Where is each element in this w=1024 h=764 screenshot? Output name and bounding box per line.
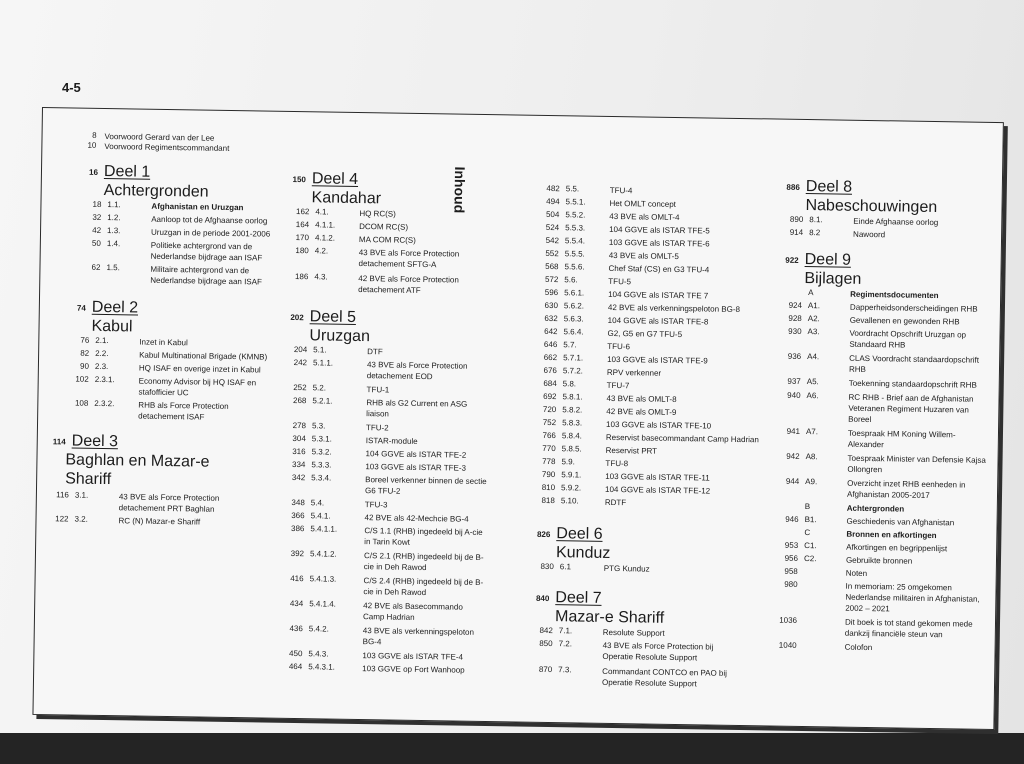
toc-entry: 842 7.1. Resolute Support [539,625,665,638]
toc-entry: 392 5.4.1.2. C/S 2.1 (RHB) ingedeeld bij de B-cie in Deh Rawod [290,548,484,573]
deel4-page: 150 [292,174,306,185]
toc-entry: 342 5.3.4. Boreel verkenner binnen de sectie G6 TFU-2 [291,472,487,496]
toc-entry: 494 5.5.1. Het OMLT concept [546,196,677,209]
toc-entry: 416 5.4.1.3. C/S 2.4 (RHB) ingedeeld bij de B-cie in Deh Rawod [290,573,484,598]
toc-entry: 242 5.1.1. 43 BVE als Force Protection detachement EOD [293,357,468,382]
toc-entry: 790 5.9.1. 103 GGVE als ISTAR TFE-11 [541,469,710,483]
deel3-page: 114 [52,437,66,447]
toc-entry: 830 6.1 PTG Kunduz [540,561,650,574]
toc-entry: B Achtergronden [804,502,905,514]
toc-entry: 980 In memoriam: 25 omgekomen Nederlandse militairen in Afghanistan, 2002 – 2021 [784,579,980,614]
toc-entry: 662 5.7.1. 103 GGVE als ISTAR TFE-9 [543,352,708,366]
toc-entry: 122 3.2. RC (N) Mazar-e Shariff [55,514,201,527]
toc-entry: 818 5.10. RDTF [541,495,627,508]
toc-entry: 940 A6. RC RHB - Brief aan de Afghanistan Veteranen Regiment Huzaren van Boreel [787,390,974,425]
deel3-subtitle: Baghlan en Mazar-e Shariff [65,451,210,489]
toc-entry: 1036 Dit boek is tot stand gekomen mede dankzij financiële steun van [779,615,973,640]
deel6-section [526,525,757,579]
deel5-header [280,308,490,329]
deel6-subtitle: Kunduz [555,544,611,562]
toc-entry: 692 5.8.1. 43 BVE als OMLT-8 [543,391,677,405]
deel8-title: Deel 8 [805,178,853,196]
deel1-section [72,162,271,288]
toc-entry: 944 A9. Overzicht inzet RHB eenheden in Afghanistan 2005-2017 [785,476,966,500]
toc-entry: 436 5.4.2. 43 BVE als verkenningspeloton BG-4 [289,623,475,647]
deel8-section [775,178,991,244]
deel4-section [280,170,492,297]
toc-entry: 958 Noten [784,566,868,579]
toc-entry: 186 4.3. 42 BVE als Force Protection detachement ATF [294,271,459,295]
deel6-title: Deel 6 [556,525,603,543]
deel9-header [775,251,990,272]
deel8-header [776,178,991,199]
toc-entry: 914 8.2 Nawoord [789,227,886,240]
toc-entry: 450 5.4.3. 103 GGVE als ISTAR TFE-4 [289,648,464,662]
toc-entry: 646 5.7. TFU-6 [543,339,631,352]
toc-entry: 482 5.5. TFU-4 [546,183,633,196]
deel2-title: Deel 2 [91,298,139,317]
deel6-page: 826 [536,529,551,540]
deel2-header [62,298,250,319]
toc-entry: 956 C2. Gebruikte bronnen [784,553,913,566]
deel3-header [42,432,248,453]
inhoud-label: Inhoud [451,166,469,214]
toc-entry: 778 5.9. TFU-8 [542,456,629,469]
toc-entry: 304 5.3.1. ISTAR-module [292,433,418,446]
toc-entry: 32 1.2. Aanloop tot de Afghaanse oorlog [92,212,268,226]
toc-entry: 18 1.1. Afghanistan en Uruzgan [92,199,244,213]
deel1-page: 16 [89,167,99,177]
page-number: 4-5 [62,80,81,95]
toc-entry: 953 C1. Afkortingen en begrippenlijst [784,540,948,554]
toc-entry: 941 A7. Toespraak HM Koning Willem-Alexander [786,426,956,450]
book-edge [0,733,1024,764]
deel2-section [60,298,268,423]
toc-entry: 596 5.6.1. 104 GGVE als ISTAR TFE 7 [544,287,709,301]
toc-entry: 316 5.3.2. 104 GGVE als ISTAR TFE-2 [292,446,467,460]
toc-entry: 50 1.4. Politieke achtergrond van de Nederlandse bijdrage aan ISAF [91,238,263,263]
deel5-entries [274,345,489,678]
toc-entry: 42 1.3. Uruzgan in de periode 2001-2006 [92,225,271,239]
toc-entry: 632 5.6.3. 104 GGVE als ISTAR TFE-8 [544,313,709,327]
column-4 [769,178,991,657]
toc-entry: 524 5.5.3. 104 GGVE als ISTAR TFE-5 [545,222,710,236]
toc-entry: 684 5.8. TFU-7 [543,378,630,391]
deel5-section [274,308,490,678]
toc-entry: 434 5.4.1.4. 42 BVE als Basecommando Camp Hadrian [289,598,463,622]
toc-entry: 542 5.5.4. 103 GGVE als ISTAR TFE-6 [545,235,710,249]
toc-entry: 162 4.1. HQ RC(S) [295,207,396,219]
deel4-title: Deel 4 [311,170,359,188]
deel5-page: 202 [290,312,304,323]
column-2 [274,170,492,678]
toc-entry: 386 5.4.1.1. C/S 1.1 (RHB) ingedeeld bij A-cie in Tarin Kowt [290,523,483,547]
deel5-title: Deel 5 [309,308,357,326]
toc-entry: 552 5.5.5. 43 BVE als OMLT-5 [545,248,679,262]
toc-entry: 752 5.8.3. 103 GGVE als ISTAR TFE-10 [542,417,712,431]
deel1-header [74,163,252,184]
toc-entry: 62 1.5. Militaire achtergrond van de Nederlandse bijdrage aan ISAF [91,262,262,287]
toc-entry: 810 5.9.2. 104 GGVE als ISTAR TFE-12 [541,482,711,496]
toc-entry: 164 4.1.1. DCOM RC(S) [295,220,409,232]
toc-entry: 170 4.1.2. MA COM RC(S) [295,233,416,245]
deel7-page: 840 [535,593,550,604]
deel9-title: Deel 9 [804,250,852,269]
list-item: 10 Voorwoord Regimentscommandant [87,140,230,153]
deel2-subtitle: Kabul [91,317,133,336]
toc-entry: 1040 Colofon [778,640,873,653]
toc-entry: C Bronnen en afkortingen [804,528,937,541]
deel3-section [40,432,247,530]
toc-entry: A Regimentsdocumenten [808,288,939,301]
toc-entry: 180 4.2. 43 BVE als Force Protection detachement SFTG-A [295,245,460,270]
deel5-continued [527,184,762,513]
toc-entry: 102 2.3.1. Economy Advisor bij HQ ISAF en stafofficier UC [75,374,257,398]
toc-entry: 766 5.8.4. Reservist basecommandant Camp Hadrian [542,430,759,445]
toc-entry: 334 5.3.3. 103 GGVE als ISTAR TFE-3 [291,459,467,473]
column-1 [46,130,271,530]
deel9-page: 922 [785,255,799,265]
toc-entry: 928 A2. Gevallenen en gewonden RHB [788,313,960,327]
toc-entry: 278 5.3. TFU-2 [292,420,389,433]
deel6-header [526,525,756,547]
toc-entry: 268 5.2.1. RHB als G2 Current en ASG liaison [292,395,468,419]
column-3 [524,184,762,691]
deel1-title: Deel 1 [103,162,151,181]
toc-entry: 108 2.3.2. RHB als Force Protection detachement ISAF [74,398,229,422]
deel1-subtitle: Achtergronden [103,181,209,201]
toc-entry: 890 8.1. Einde Afghaanse oorlog [789,214,939,228]
deel7-title: Deel 7 [555,589,602,607]
toc-entry: 348 5.4. TFU-3 [291,497,388,510]
toc-entry: 930 A3. Voordracht Opschrift Uruzgan op Standaard RHB [788,326,967,350]
toc-entry: 850 7.2. 43 BVE als Force Protection bij Operatie Resolute Support [539,638,714,663]
toc-entry: 568 5.5.6. Chef Staf (CS) en G3 TFU-4 [545,261,710,275]
deel8-page: 886 [786,182,800,192]
deel9-section [769,251,990,657]
toc-entry: 870 7.3. Commandant CONTCO en PAO bij Operatie Resolute Support [538,664,728,689]
deel7-subtitle: Mazar-e Shariff [554,608,665,627]
deel4-subtitle: Kandahar [311,189,382,208]
deel5-subtitle: Uruzgan [309,327,371,346]
toc-entry: 464 5.4.3.1. 103 GGVE op Fort Wanhoop [288,661,465,675]
toc-entry: 942 A8. Toespraak Minister van Defensie Kajsa Ollongren [786,451,986,475]
intro-list [52,130,252,157]
deel2-page: 74 [76,303,86,313]
toc-entry: 82 2.2. Kabul Multinational Brigade (KMNB) [80,348,268,362]
toc-entry: 504 5.5.2. 43 BVE als OMLT-4 [545,209,680,223]
toc-entry: 204 5.1. DTF [293,344,383,357]
toc-entry: 116 3.1. 43 BVE als Force Protection detachement PRT Baghlan [56,490,220,514]
toc-entry: 76 2.1. Inzet in Kabul [80,335,188,348]
toc-entry: 676 5.7.2. RPV verkenner [543,365,662,378]
deel7-section [524,589,756,691]
deel4-header [282,170,492,191]
table-of-contents [32,107,1003,730]
toc-entry: 572 5.6. TFU-5 [544,274,632,287]
toc-entry: 937 A5. Toekenning standaardopschrift RHB [787,376,977,390]
toc-entry: 90 2.3. HQ ISAF en overige inzet in Kabul [79,361,261,375]
deel3-title: Deel 3 [71,432,119,451]
toc-entry: 642 5.6.4. G2, G5 en G7 TFU-5 [544,326,683,340]
toc-entry: 770 5.8.5. Reservist PRT [542,443,658,456]
toc-entry: 252 5.2. TFU-1 [293,382,390,395]
deel7-header [525,589,755,611]
toc-entry: 366 5.4.1. 42 BVE als 42-Mechcie BG-4 [291,510,469,524]
toc-entry: 630 5.6.2. 42 BVE als verkenningspeloton BG-8 [544,300,741,314]
deel9-entries [769,288,990,657]
toc-entry: 720 5.8.2. 42 BVE als OMLT-9 [542,404,677,418]
toc-entry: 946 B1. Geschiedenis van Afghanistan [785,514,955,528]
deel8-subtitle: Nabeschouwingen [805,197,938,217]
deel9-subtitle: Bijlagen [804,269,862,288]
toc-entry: 936 A4. CLAS Voordracht standaardopschrift RHB [787,351,980,374]
list-item: 8 Voorwoord Gerard van der Lee [92,130,215,143]
toc-entry: 924 A1. Dapperheidsonderscheidingen RHB [788,300,978,314]
